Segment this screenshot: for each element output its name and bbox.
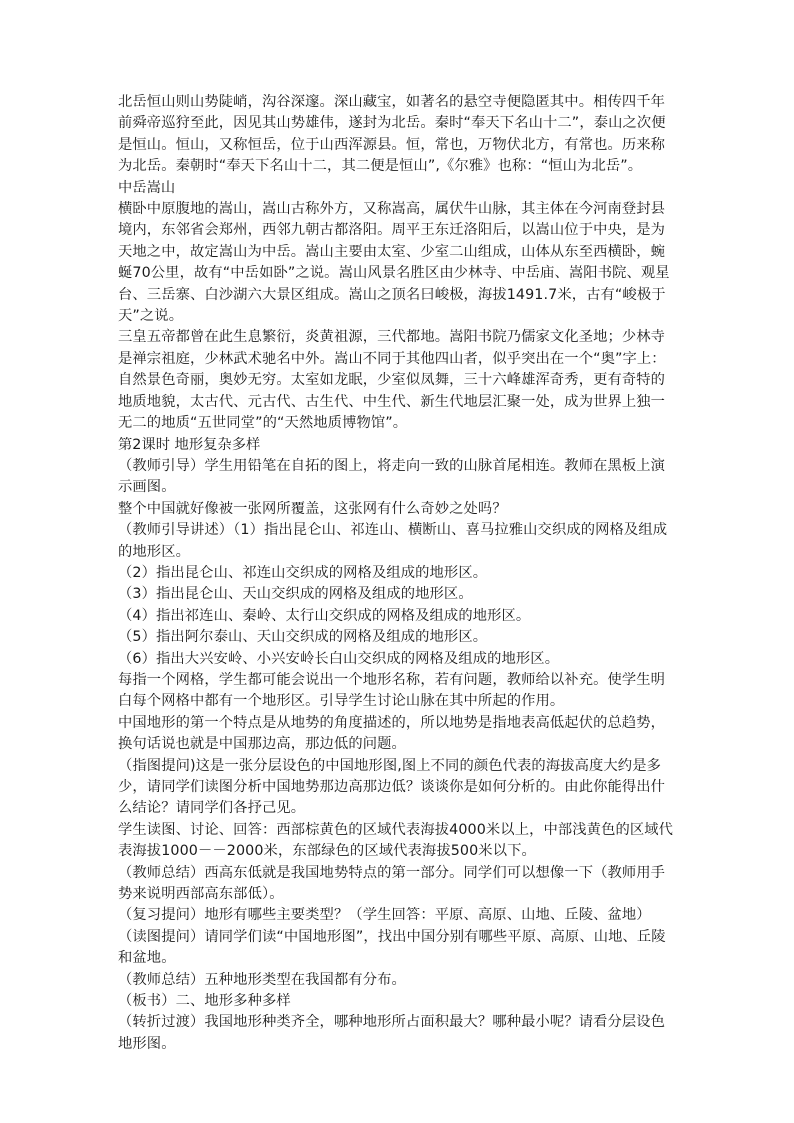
paragraph-hengshan: 北岳恒山则山势陡峭，沟谷深邃。深山藏宝，如著名的悬空寺便隐匿其中。相传四千年前舜帝巡狩至此，因见其山势雄伟，遂封为北岳。秦时“奉天下名山十二”，泰山之次便是恒山。恒山，又称恒岳，位于山西浑源县。恒，常也，万物伏北方，有常也。历来称为北岳。秦朝时“奉天下名山十二，其二便是恒山”,《尔雅》也称：“恒山为北岳”。 bbox=[118, 94, 666, 175]
heading-lesson-2: 第2课时 地形复杂多样 bbox=[118, 436, 261, 453]
paragraph-grid-5: （5）指出阿尔泰山、天山交织成的网格及组成的地形区。 bbox=[118, 629, 488, 646]
paragraph-terrain-feature: 中国地形的第一个特点是从地势的角度描述的，所以地势是指地表高低起伏的总趋势，换句话说也就是中国那边高，那边低的问题。 bbox=[118, 714, 666, 753]
document-body bbox=[118, 92, 678, 1055]
paragraph-grid-summary: 每指一个网格，学生都可能会说出一个地形名称，若有问题，教师给以补充。使学生明白每个网格中都有一个地形区。引导学生讨论山脉在其中所起的作用。 bbox=[118, 671, 666, 710]
paragraph-songshan-intro: 横卧中原腹地的嵩山，嵩山古称外方，又称嵩高，属伏牛山脉，其主体在今河南登封县境内，东邻省会郑州，西邻九朝古都洛阳。周平王东迁洛阳后，以嵩山位于中央，是为天地之中，故定嵩山为中岳。嵩山主要由太室、少室二山组成，山体从东至西横卧，蜿蜒70公里，故有“中岳如卧”之说。嵩山风景名胜区由少林寺、中岳庙、嵩阳书院、观星台、三岳寨、白沙湖六大景区组成。嵩山之顶名曰峻极，海拔1491.7米，古有“峻极于天”之说。 bbox=[118, 201, 670, 325]
paragraph-teacher-summary-2: （教师总结）五种地形类型在我国都有分布。 bbox=[118, 971, 406, 988]
paragraph-grid-4: （4）指出祁连山、秦岭、太行山交织成的网格及组成的地形区。 bbox=[118, 607, 531, 624]
paragraph-net-question: 整个中国就好像被一张网所覆盖，这张网有什么奇妙之处吗？ bbox=[118, 500, 507, 517]
paragraph-student-answer: 学生读图、讨论、回答：西部棕黄色的区域代表海拔4000米以上，中部浅黄色的区域代表海拔1000－－2000米，东部绿色的区域代表海拔500米以下。 bbox=[118, 821, 674, 860]
paragraph-teacher-guide: （教师引导）学生用铅笔在自拓的图上，将走向一致的山脉首尾相连。教师在黑板上演示画图。 bbox=[118, 457, 666, 496]
paragraph-teacher-summary-1: （教师总结）西高东低就是我国地势特点的第一部分。同学们可以想像一下（教师用手势来说明西部高东部低）。 bbox=[118, 864, 666, 903]
heading-zhongyue-songshan: 中岳嵩山 bbox=[118, 179, 176, 196]
paragraph-review-question: （复习提问）地形有哪些主要类型？（学生回答：平原、高原、山地、丘陵、盆地） bbox=[118, 907, 651, 924]
paragraph-map-reading: （读图提问）请同学们读“中国地形图”，找出中国分别有哪些平原、高原、山地、丘陵和盆地。 bbox=[118, 928, 666, 967]
paragraph-songshan-history: 三皇五帝都曾在此生息繁衍，炎黄祖源，三代都地。嵩阳书院乃儒家文化圣地；少林寺是禅宗祖庭，少林武术驰名中外。嵩山不同于其他四山者，似乎突出在一个“奥”字上：自然景色奇丽，奥妙无穷。太室如龙眠，少室似凤舞，三十六峰雄浑奇秀，更有奇特的地质地貌，太古代、元古代、古生代、中生代、新生代地层汇聚一处，成为世界上独一无二的地质“五世同堂”的“天然地质博物馆”。 bbox=[118, 329, 666, 432]
paragraph-grid-1: （教师引导讲述）（1）指出昆仑山、祁连山、横断山、喜马拉雅山交织成的网格及组成的地形区。 bbox=[118, 522, 668, 560]
paragraph-transition: （转折过渡）我国地形种类齐全，哪种地形所占面积最大？哪种最小呢？请看分层设色地形图。 bbox=[118, 1014, 666, 1052]
paragraph-map-question: （指图提问)这是一张分层设色的中国地形图,图上不同的颜色代表的海拔高度大约是多少，请同学们读图分析中国地势那边高那边低？谈谈你是如何分析的。由此你能得出什么结论？请同学们各抒己见。 bbox=[118, 757, 666, 817]
paragraph-grid-3: （3）指出昆仑山、天山交织成的网格及组成的地形区。 bbox=[118, 586, 473, 603]
paragraph-grid-2: （2）指出昆仑山、祁连山交织成的网格及组成的地形区。 bbox=[118, 564, 488, 581]
paragraph-grid-6: （6）指出大兴安岭、小兴安岭长白山交织成的网格及组成的地形区。 bbox=[118, 650, 560, 667]
paragraph-board-note: （板书）二、地形多种多样 bbox=[118, 993, 291, 1010]
